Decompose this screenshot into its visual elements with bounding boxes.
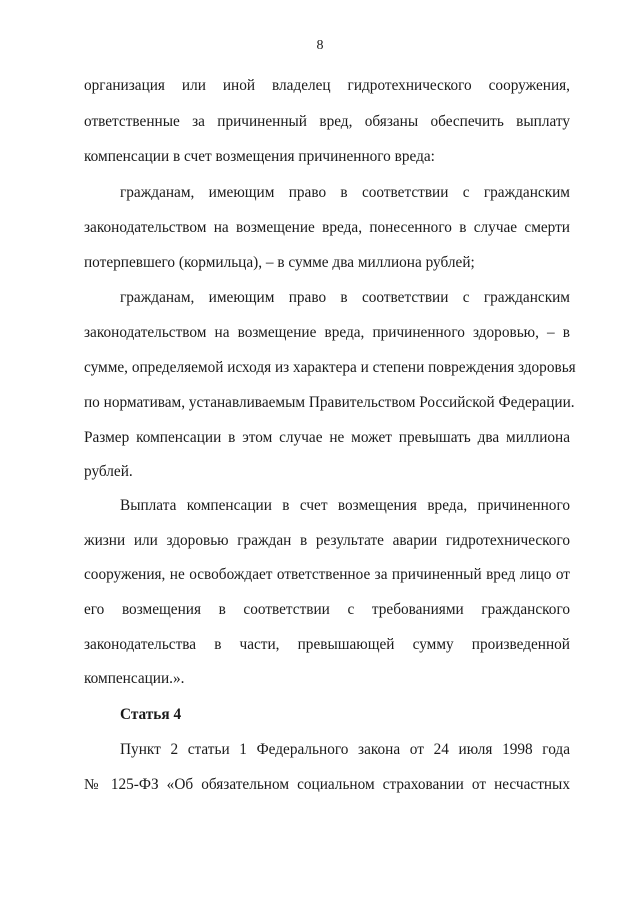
text-line: рублей. (84, 463, 133, 480)
text-line: сумме, определяемой исходя из характера и степени повреждения здоровья (84, 359, 576, 376)
page-number: 8 (316, 38, 324, 53)
text-line: потерпевшего (кормильца), – в сумме два миллиона рублей; (84, 254, 475, 271)
text-line: № 125-ФЗ «Об обязательном социальном страховании от несчастных (84, 776, 570, 793)
text-line: компенсации в счет возмещения причиненного вреда: (84, 148, 435, 165)
text-line: гражданам, имеющим право в соответствии с гражданским (120, 184, 570, 201)
text-line: Размер компенсации в этом случае не может превышать два миллиона (84, 429, 570, 446)
text-line: законодательства в части, превышающей сумму произведенной (84, 636, 570, 653)
text-line: законодательством на возмещение вреда, понесенного в случае смерти (84, 219, 570, 236)
article-heading: Статья 4 (120, 706, 182, 723)
text-line: компенсации.». (84, 670, 185, 687)
text-line: гражданам, имеющим право в соответствии с гражданским (120, 289, 570, 306)
text-line: по нормативам, устанавливаемым Правительством Российской Федерации. (84, 394, 575, 411)
text-line: законодательством на возмещение вреда, причиненного здоровью, – в (84, 324, 570, 341)
text-line: жизни или здоровью граждан в результате аварии гидротехнического (84, 532, 570, 549)
text-line: организация или иной владелец гидротехнического сооружения, (84, 77, 570, 94)
text-line: Выплата компенсации в счет возмещения вреда, причиненного (120, 497, 570, 514)
text-line: его возмещения в соответствии с требованиями гражданского (84, 601, 570, 618)
text-line: ответственные за причиненный вред, обязаны обеспечить выплату (84, 113, 570, 130)
text-line: сооружения, не освобождает ответственное за причиненный вред лицо от (84, 566, 570, 583)
text-line: Пункт 2 статьи 1 Федерального закона от 24 июля 1998 года (120, 741, 570, 758)
